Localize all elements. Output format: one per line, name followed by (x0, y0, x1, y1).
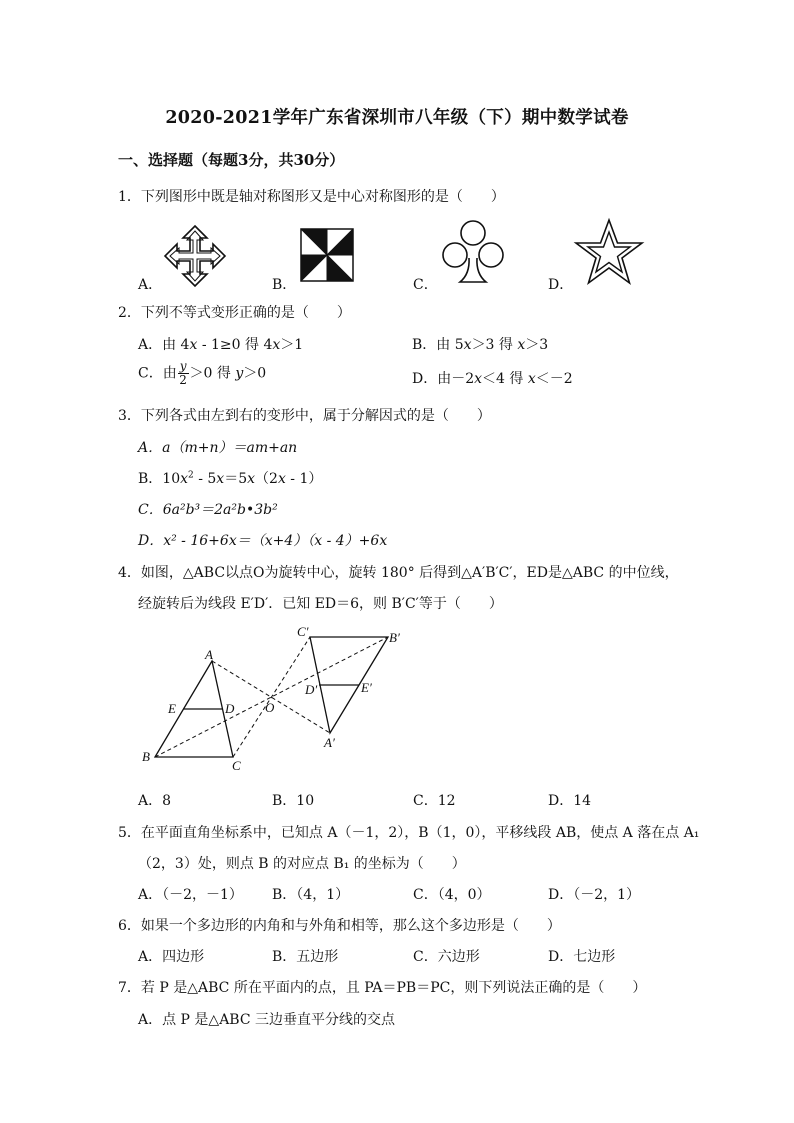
q2-d-post: ＜－2 (535, 371, 573, 387)
q4-line2: 经旋转后为线段 E′D′．已知 ED＝6，则 B′C′等于（ ） (138, 596, 503, 612)
q3-option-d[interactable]: D．x² - 16+6x＝（x+4）（x - 4）+6x (138, 533, 388, 549)
q2-a-x2: x (272, 337, 281, 353)
q3-b-x3: x (247, 471, 256, 487)
q5-line1: 5．在平面直角坐标系中，已知点 A（－1，2），B（1，0），平移线段 AB，使点 A 落在点 A₁ (118, 825, 700, 841)
q2-a-post: ＞1 (280, 337, 304, 353)
label-d1: D′ (305, 682, 318, 697)
q5-option-a[interactable]: A．（－2，－1） (138, 887, 243, 903)
label-a: A (205, 647, 213, 662)
q3-option-a[interactable]: A．a（m+n）＝am+an (138, 440, 298, 456)
q2-b-x1: x (463, 337, 472, 353)
q5-line2: （2，3）处，则点 B 的对应点 B₁ 的坐标为（ ） (138, 856, 466, 872)
q2-c-numerator: y (179, 359, 187, 373)
q3-option-c[interactable]: C．6a²b³＝2a²b•3b² (138, 502, 278, 518)
page-title: 2020-2021学年广东省深圳市八年级（下）期中数学试卷 (165, 108, 629, 128)
q2-a-pre: A．由 4 (138, 337, 190, 353)
label-o: O (265, 700, 275, 715)
q1-option-d[interactable]: D． (548, 277, 574, 293)
q2-b-post: ＞3 (525, 337, 549, 353)
q3-b-mid: - 5 (193, 471, 217, 487)
label-d: D (225, 701, 235, 716)
q2-d-x1: x (474, 371, 483, 387)
q6-option-d[interactable]: D．七边形 (548, 949, 616, 965)
q2-stem: 2．下列不等式变形正确的是（ ） (118, 305, 351, 321)
q2-a-mid: - 1≥0 得 4 (197, 337, 273, 353)
q6-stem: 6．如果一个多边形的内角和与外角和相等，那么这个多边形是（ ） (118, 918, 561, 934)
q4-line1: 4．如图，△ABC以点O为旋转中心，旋转 180° 后得到△A′B′C′，ED是△ABC 的中位线， (118, 565, 679, 581)
dash-c-c1 (233, 637, 310, 757)
label-b1: B′ (389, 630, 400, 645)
q1-stem: 1．下列图形中既是轴对称图形又是中心对称图形的是（ ） (118, 189, 505, 205)
q5-option-b[interactable]: B．（4，1） (272, 887, 350, 903)
q2-c-post: ＞0 (243, 365, 267, 382)
q2-d-pre: D．由－2 (412, 371, 475, 387)
q6-option-b[interactable]: B．五边形 (272, 949, 339, 965)
q3-b-sup: 2 (188, 470, 194, 481)
q4-option-c[interactable]: C．12 (413, 793, 456, 809)
q5-option-c[interactable]: C．（4，0） (413, 887, 491, 903)
q6-option-a[interactable]: A．四边形 (138, 949, 205, 965)
q3-b-pre: B．10 (138, 471, 181, 487)
label-a1: A′ (324, 735, 335, 750)
q2-d-mid: ＜4 得 (482, 371, 528, 387)
q6-option-c[interactable]: C．六边形 (413, 949, 480, 965)
q4-option-d[interactable]: D．14 (548, 793, 592, 809)
q3-b-x4: x (277, 471, 286, 487)
q3-b-post: （2 (255, 471, 278, 487)
q2-b-pre: B．由 5 (412, 337, 464, 353)
q2-b-x2: x (517, 337, 526, 353)
q1-option-c[interactable]: C． (413, 277, 438, 293)
q3-b-end: - 1） (285, 471, 323, 487)
q5-option-d[interactable]: D．（－2，1） (548, 887, 641, 903)
q2-c-denominator: 2 (179, 373, 187, 387)
q3-b-x2: x (216, 471, 225, 487)
label-c1: C′ (297, 624, 309, 639)
label-c: C (232, 758, 241, 773)
q1-option-b[interactable]: B． (272, 277, 297, 293)
q3-b-eq: ＝5 (224, 471, 248, 487)
q4-option-a[interactable]: A．8 (138, 793, 172, 809)
q3-stem: 3．下列各式由左到右的变形中，属于分解因式的是（ ） (118, 408, 491, 424)
q1-option-a[interactable]: A． (138, 277, 163, 293)
section-heading: 一、选择题（每题3分，共30分） (118, 151, 345, 169)
label-b: B (142, 749, 150, 764)
label-e1: E′ (361, 680, 372, 695)
q7-option-a[interactable]: A．点 P 是△ABC 三边垂直平分线的交点 (138, 1012, 396, 1028)
q7-stem: 7．若 P 是△ABC 所在平面内的点，且 PA＝PB＝PC，则下列说法正确的是（ ） (118, 980, 647, 996)
q2-c-y: y (235, 365, 244, 382)
q2-b-mid: ＞3 得 (471, 337, 518, 353)
q2-a-x1: x (189, 337, 198, 353)
label-e: E (168, 701, 176, 716)
q2-d-x2: x (527, 371, 536, 387)
q2-c-pre: C．由 (138, 365, 177, 382)
q2-c-mid: ＞0 得 (189, 365, 236, 382)
q4-option-b[interactable]: B．10 (272, 793, 315, 809)
q3-b-x: x (180, 471, 189, 487)
